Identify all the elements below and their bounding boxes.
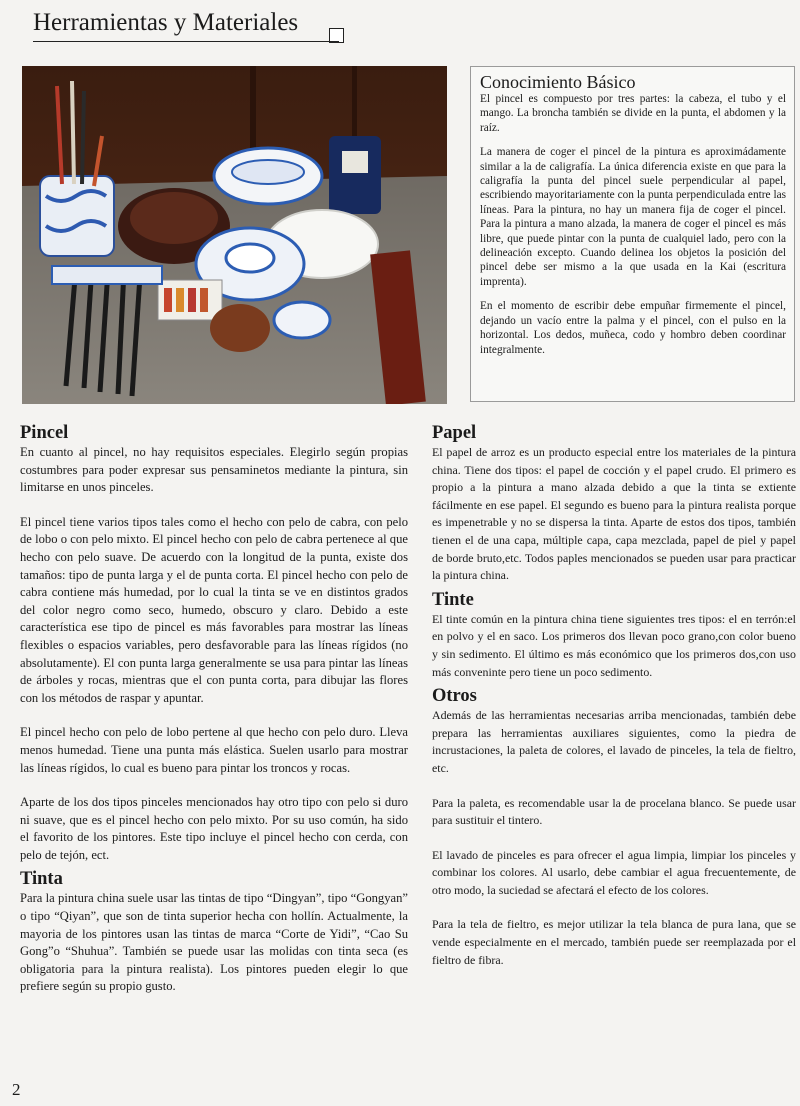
pincel-paragraph: Aparte de los dos tipos pinceles mencionados hay otro tipo con pelo si duro ni suave, que es el pincel hecho con pelo mixto. Por su uso común, ha sido el favorito de los pintores. Este tipo incluye el pincel hecho con cerda, con pelo de tejón, ect. [20,795,408,862]
section-title-otros: Otros [432,686,477,707]
tinta-paragraph: Para la pintura china suele usar las tintas de tipo “Dingyan”, tipo “Gongyan” o tipo “Qiyan”, que son de tinta superior hecha con hollín. Actualmente, la mayoria de los pintores usan las tintas de marca “Corte de Yidi”, “Cao Su Gong”o “Shuhua”. También se puede usar las molidas con tinta seca (es obligatoria para la pintura realista). Los pintores pueden elegir lo que prefiere según su propio gusto. [20,891,408,994]
section-title-papel: Papel [432,423,477,443]
right-column [432,422,796,986]
section-title-pincel: Pincel [20,423,69,443]
basic-knowledge-paragraph: La manera de coger el pincel de la pintura es aproximádamente similar a la de caligrafía. La única diferencia existe en que para la caligrafía la punta del pincel suele perpendicular al papel, escribiendo mayoritariamente con la punta perpendiculada entre las líneas. Para la pintura, no hay un manera fija de coger el pincel. Para la pintura a mano alzada, la manera de coger el pincel es más libre, que puede pintar con la punta de cualquiel lado, pero con la delineación excepto. Cuando delinea los objetos la posición del pincel debe ser mismo a la que usada en la Kai (escritura imprenta). [480,146,786,288]
otros-paragraph: Para la tela de fieltro, es mejor utilizar la tela blanca de pura lana, que se vende especialmente en el mercado, también puede ser reemplazada por el fieltro de fibra. [432,917,796,967]
page-number: 2 [12,1080,21,1099]
pincel-paragraph: El pincel hecho con pelo de lobo pertene al que hecho con pelo duro. Lleva menos humedad. Tiene una punta más elástica. Suelen usarlo para mostrar las líneas rígidos, lo cual es bueno para pintar los troncos y rocas. [20,725,408,775]
otros-paragraph: El lavado de pinceles es para ofrecer el agua limpia, limpiar los pinceles y combinar los colores. Al usarlo, debe cambiar el agua frecuentemente, de otro modo, la suciedad se afectará el efecto de los colores. [432,847,796,897]
otros-paragraph: Además de las herramientas necesarias arriba mencionadas, también debe prepara las herramientas auxiliares siguientes, como la piedra de incrustaciones, la paleta de colores, el lavado de pinceles, la tela de fieltro, etc. [432,708,796,775]
basic-knowledge-title: Conocimiento Básico [480,72,636,92]
pincel-paragraph: En cuanto al pincel, no hay requisitos especiales. Elegirlo según propias costumbres para poder expresar sus pensaminetos mediante la pintura, sin limitarse en unos pinceles. [20,445,408,495]
basic-knowledge-paragraph: El pincel es compuesto por tres partes: la cabeza, el tubo y el mango. La broncha también se divide en la punta, el abdomen y la raíz. [480,93,786,134]
basic-knowledge-paragraph: En el momento de escribir debe empuñar firmemente el pincel, dejando un vacío entre la palma y el pincel, con el pulso en la horizontal. Los dedos, muñeca, codo y hombro deben coordinar integralmente. [480,300,786,356]
page-header [33,8,345,38]
section-title-tinte: Tinte [432,589,474,610]
page-title: Herramientas y Materiales [33,9,299,36]
papel-paragraph: El papel de arroz es un producto especial entre los materiales de la pintura china. Tiene dos tipos: el papel de cocción y el papel crudo. El primero es propio a la pintura a mano alzada debido a que la tinta se extiente fácilmente en ese papel. El segundo es bueno para la pintura realista porque es impenetrable y no se dispersa la tinta. Aparte de estos dos tipos, también tienen el de una capa, múltiple capa, capa mezclada, papel de piel y papel de borde bruto,etc. Todos paples mencionados se pueden usar para practicar la pintura china. [432,445,796,583]
section-title-tinta: Tinta [20,869,63,890]
tools-photo [22,66,447,404]
basic-knowledge-box [470,66,795,402]
left-column [20,422,408,1013]
tools-photo-illustration [22,66,447,404]
pincel-paragraph: El pincel tiene varios tipos tales como el hecho con pelo de cabra, con pelo de lobo o con pelo mixto. El pincel hecho con pelo de cabra pertenece al que hecho con pelo suave. De acuerdo con la longitud de la punta, existe dos tamaños: tipo de punta larga y el de punta corta. El pincel hecho con pelo de cabra contiene más humedad, por lo cual la tinta se ve en distintos grados del color negro como seco, humedo, obscuro y claro. Debido a este característica ese tipo de pincel es más favorables para mostrar las líneas flexibles o espacios variables, pero desfavorable para las líneas rígidos (no absolutamente). El con punta larga generalmente se usa para pintar las líneas de árboles y rocas, mientras que el con punta corta, para dibujar las flores con los métodos de raspar y apuntar. [20,514,408,705]
tinte-paragraph: El tinte común en la pintura china tiene siguientes tres tipos: el en terrón:el en polvo y el en saco. Los primeros dos llevan poco grano,con color bueno y sin sedimento. El último es más económico que los primeros dos,con uso más conveninte pero tiene un poco sedimento. [432,611,796,679]
otros-paragraph: Para la paleta, es recomendable usar la de procelana blanco. Se puede usar para sustituir el tintero. [432,795,796,828]
header-underline [33,41,339,42]
